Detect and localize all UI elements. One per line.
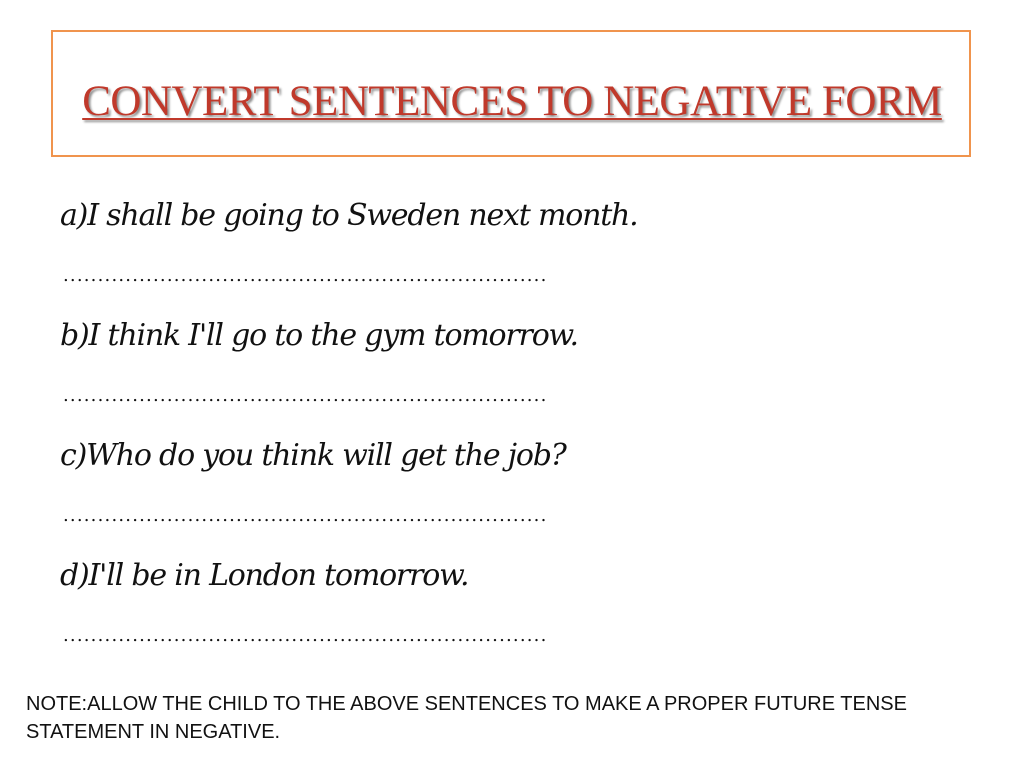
answer-line-d bbox=[60, 608, 760, 668]
question-a: a)I shall be going to Sweden next month. bbox=[60, 198, 638, 233]
answer-dots-b: ...................................................................... bbox=[63, 385, 548, 406]
question-d: d)I'll be in London tomorrow. bbox=[60, 558, 469, 593]
question-c: c)Who do you think will get the job? bbox=[60, 438, 566, 473]
answer-dots-c: ...................................................................... bbox=[63, 505, 548, 526]
answer-line-c bbox=[60, 488, 760, 548]
answer-dots-a: ...................................................................... bbox=[63, 265, 548, 286]
exercise-list bbox=[60, 188, 760, 668]
page-title: CONVERT SENTENCES TO NEGATIVE FORM bbox=[82, 78, 942, 125]
answer-line-a bbox=[60, 248, 760, 308]
note-text: NOTE:ALLOW THE CHILD TO THE ABOVE SENTENCES TO MAKE A PROPER FUTURE TENSE STATEMENT IN NEGATIVE. bbox=[26, 693, 907, 743]
answer-line-b bbox=[60, 368, 760, 428]
answer-dots-d: ...................................................................... bbox=[63, 625, 548, 646]
question-b: b)I think I'll go to the gym tomorrow. bbox=[60, 318, 578, 353]
